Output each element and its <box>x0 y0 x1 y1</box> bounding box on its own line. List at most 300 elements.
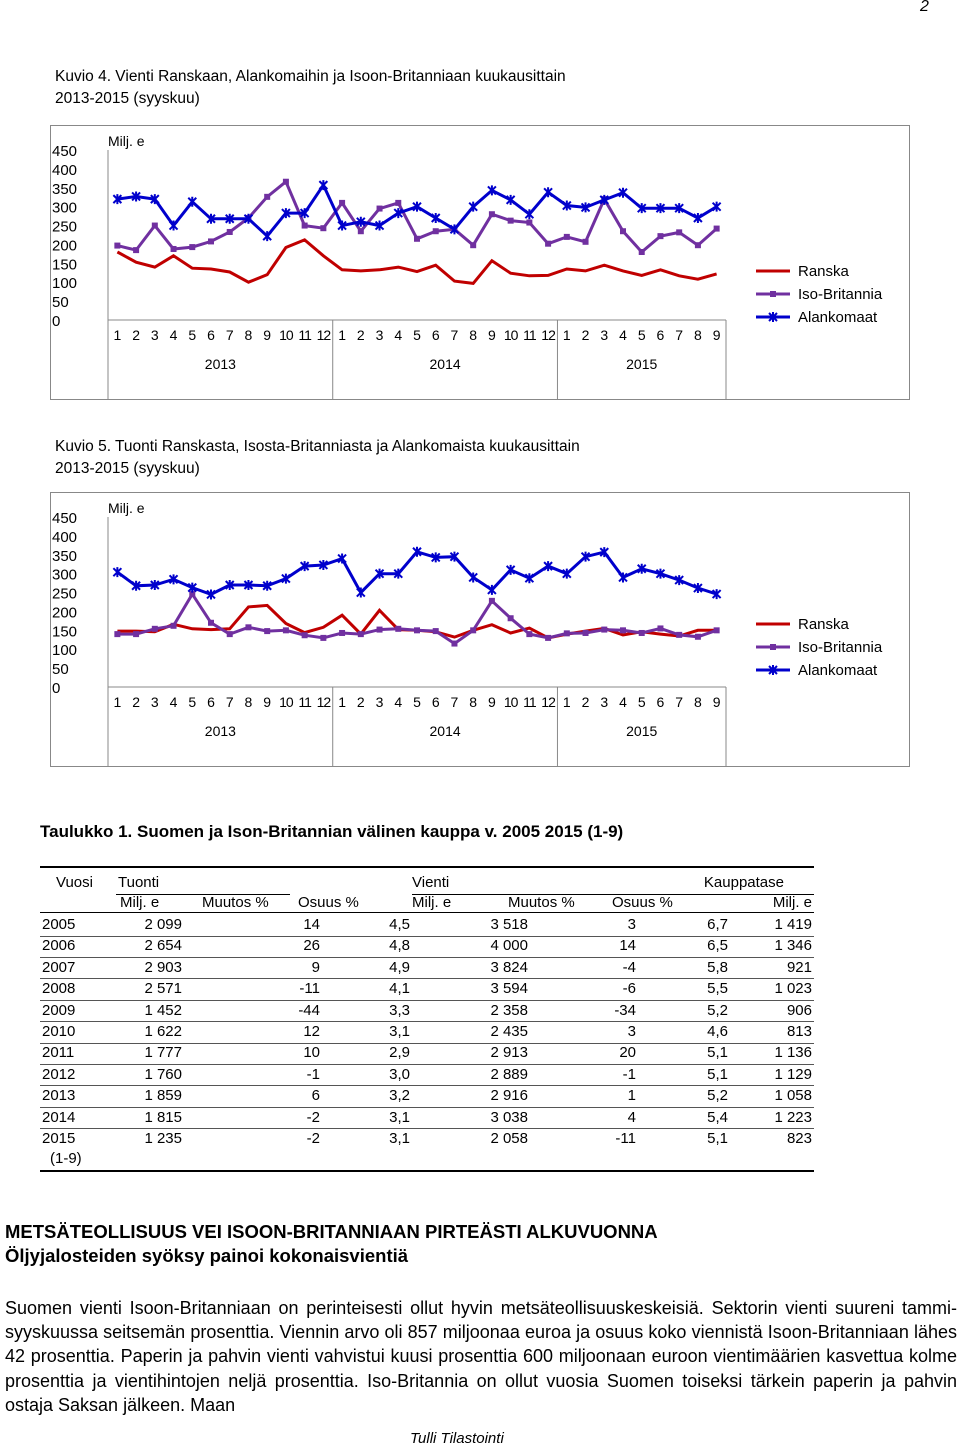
data-point <box>639 249 645 255</box>
data-point <box>188 197 196 207</box>
year-label: 2014 <box>429 356 461 372</box>
x-tick-label: 4 <box>169 694 178 710</box>
x-tick-label: 6 <box>656 694 665 710</box>
data-point <box>695 242 701 248</box>
x-tick-label: 2 <box>356 694 365 710</box>
table-cell-vienti-milj: 3 038 <box>490 1108 528 1126</box>
data-point <box>339 630 345 636</box>
table-cell-vienti-osuus: 5,8 <box>707 958 728 976</box>
data-point <box>508 615 514 621</box>
y-tick-label: 300 <box>52 199 78 217</box>
data-point <box>245 624 251 630</box>
table-cell-tuonti-muutos: 12 <box>303 1023 320 1040</box>
x-tick-label: 3 <box>150 694 159 710</box>
legend-label: Iso-Britannia <box>798 286 883 303</box>
table-cell-year: 2011 <box>42 1044 75 1062</box>
table-cell-vienti-muutos: -1 <box>622 1065 636 1083</box>
table-cell-tuonti-milj: 1 777 <box>144 1044 182 1062</box>
x-tick-label: 9 <box>488 327 496 343</box>
data-point <box>227 631 233 637</box>
x-tick-label: 5 <box>413 327 421 343</box>
table-cell-vienti-milj: 4 000 <box>490 937 528 955</box>
table-cell-tuonti-osuus: 3,2 <box>389 1087 410 1105</box>
data-point <box>469 572 477 582</box>
x-tick-label: 1 <box>338 327 346 343</box>
table-cell-year: 2009 <box>42 1001 76 1019</box>
data-point <box>358 631 364 637</box>
data-point <box>433 228 439 234</box>
table-title: Taulukko 1. Suomen ja Ison-Britannian välinen kauppa v. 2005 2015 (1-9) <box>40 822 624 841</box>
table-cell-tuonti-muutos: 26 <box>303 937 320 955</box>
x-tick-label: 1 <box>113 327 122 343</box>
year-label: 2015 <box>626 723 658 739</box>
table-cell-vienti-milj: 2 435 <box>490 1023 528 1040</box>
x-tick-label: 1 <box>562 327 571 343</box>
data-point <box>639 630 645 636</box>
y-tick-label: 150 <box>52 623 78 641</box>
table-cell-tuonti-osuus: 4,1 <box>389 980 410 998</box>
data-point <box>377 627 383 633</box>
figure5-caption <box>55 436 580 480</box>
data-point <box>208 238 214 244</box>
table-cell-year: 2006 <box>42 937 76 955</box>
y-tick-label: 350 <box>52 180 78 198</box>
x-tick-label: 3 <box>375 327 384 343</box>
y-tick-label: 450 <box>52 143 78 160</box>
x-tick-label: 1 <box>562 694 571 710</box>
x-tick-label: 5 <box>637 327 646 343</box>
x-tick-label: 9 <box>712 694 721 710</box>
article-subheading: Öljyjalosteiden syöksy painoi kokonaisvientiä <box>5 1245 409 1266</box>
table-cell-tuonti-milj: 1 452 <box>144 1001 182 1019</box>
legend-marker <box>770 644 776 650</box>
table-cell-vienti-muutos: 3 <box>627 916 636 933</box>
x-tick-label: 10 <box>279 327 293 343</box>
figure4-line-chart <box>50 125 910 400</box>
data-point <box>564 234 570 240</box>
table-cell-tuonti-muutos: -44 <box>298 1001 320 1019</box>
table-cell-tuonti-osuus: 4,5 <box>389 916 410 933</box>
x-tick-label: 10 <box>503 694 518 710</box>
legend-label: Ranska <box>798 263 849 280</box>
table-cell-tuonti-muutos: -1 <box>306 1065 320 1083</box>
table-cell-tuonti-milj: 1 859 <box>144 1087 182 1105</box>
table-cell-vienti-osuus: 6,7 <box>707 916 728 933</box>
data-point <box>469 202 477 212</box>
x-tick-label: 2 <box>132 694 140 710</box>
table-cell-vienti-muutos: 14 <box>619 937 636 955</box>
x-tick-label: 11 <box>298 327 311 343</box>
table-cell-kauppatase: 1 136 <box>774 1044 812 1062</box>
data-point <box>339 200 345 206</box>
table-cell-year: 2010 <box>42 1023 76 1040</box>
table-cell-kauppatase: 921 <box>786 958 812 976</box>
y-tick-label: 250 <box>52 218 78 236</box>
y-tick-label: 0 <box>52 313 61 330</box>
data-point <box>583 239 589 245</box>
x-tick-label: 1 <box>113 694 122 710</box>
table-rule-bottom <box>40 1170 814 1172</box>
data-point <box>545 635 551 641</box>
table-cell-tuonti-osuus: 4,9 <box>389 958 410 976</box>
table-cell-tuonti-milj: 1 622 <box>144 1023 182 1040</box>
table-cell-tuonti-muutos: 10 <box>303 1044 320 1062</box>
table-cell-vienti-muutos: -11 <box>615 1130 636 1147</box>
table-cell-vienti-muutos: 1 <box>627 1087 636 1105</box>
y-tick-label: 200 <box>52 237 78 255</box>
chart-frame <box>51 126 910 400</box>
page-number: 2 <box>920 0 929 15</box>
x-tick-label: 3 <box>600 694 609 710</box>
trade-table <box>40 862 814 1177</box>
x-tick-label: 10 <box>503 327 518 343</box>
table-cell-tuonti-milj: 1 760 <box>144 1065 182 1083</box>
table-cell-tuonti-milj: 1 235 <box>144 1130 182 1147</box>
x-tick-label: 1 <box>338 694 346 710</box>
table-rule-top <box>40 866 814 868</box>
table-cell-kauppatase: 813 <box>786 1023 812 1040</box>
table-cell-tuonti-milj: 2 654 <box>144 937 182 955</box>
table-cell-year: 2005 <box>42 916 76 933</box>
table-cell-tuonti-muutos: 6 <box>311 1087 320 1105</box>
legend-label: Iso-Britannia <box>798 639 883 656</box>
data-point <box>227 229 233 235</box>
year-label: 2013 <box>204 356 236 372</box>
table-cell-kauppatase: 1 223 <box>774 1108 812 1126</box>
header-tuonti: Tuonti <box>118 874 160 891</box>
data-point <box>319 180 327 190</box>
unit-label: Milj. e <box>108 500 145 516</box>
header-kauppatase: Kauppatase <box>703 874 784 891</box>
data-point <box>395 626 401 632</box>
header-vienti: Vienti <box>412 874 450 891</box>
y-tick-label: 300 <box>52 566 78 584</box>
data-point <box>489 211 495 217</box>
data-point <box>526 220 532 226</box>
table-cell-tuonti-osuus: 2,9 <box>389 1044 410 1062</box>
x-tick-label: 3 <box>600 327 609 343</box>
x-tick-label: 6 <box>207 694 215 710</box>
x-tick-label: 2 <box>581 327 590 343</box>
x-tick-label: 8 <box>244 694 253 710</box>
header-milj-tuonti: Milj. e <box>120 894 160 911</box>
table-cell-kauppatase: 1 023 <box>774 980 812 998</box>
data-point <box>302 223 308 229</box>
x-tick-label: 5 <box>188 327 197 343</box>
table-cell-vienti-milj: 2 889 <box>490 1065 528 1083</box>
header-vuosi: Vuosi <box>56 874 93 891</box>
table-cell-tuonti-osuus: 3,1 <box>389 1023 410 1040</box>
table-cell-tuonti-muutos: 14 <box>303 916 320 933</box>
data-point <box>564 630 570 636</box>
table-cell-year: 2007 <box>42 958 76 976</box>
data-point <box>114 631 120 637</box>
figure4-caption-line1: Kuvio 4. Vienti Ranskaan, Alankomaihin ja Isoon-Britanniaan kuukausittain <box>55 68 566 85</box>
year-label: 2014 <box>429 723 461 739</box>
x-tick-label: 2 <box>132 327 140 343</box>
data-point <box>357 588 365 598</box>
data-point <box>714 226 720 232</box>
table-cell-vienti-muutos: 3 <box>627 1023 636 1040</box>
x-tick-label: 12 <box>316 694 331 710</box>
table-row-rule <box>40 1107 814 1108</box>
table-cell-vienti-muutos: -4 <box>622 958 636 976</box>
data-point <box>283 627 289 633</box>
unit-label: Milj. e <box>108 133 145 149</box>
data-point <box>470 242 476 248</box>
data-point <box>414 627 420 633</box>
table-row-rule <box>40 1085 814 1086</box>
data-point <box>283 179 289 185</box>
data-point <box>320 225 326 231</box>
y-tick-label: 0 <box>52 680 61 697</box>
y-tick-label: 100 <box>52 275 78 293</box>
year-label: 2015 <box>626 356 658 372</box>
data-point <box>264 194 270 200</box>
table-rule-header <box>40 912 814 913</box>
x-tick-label: 7 <box>225 694 234 710</box>
table-cell-tuonti-milj: 2 903 <box>144 958 182 976</box>
table-row-rule <box>40 1064 814 1065</box>
x-tick-label: 8 <box>244 327 253 343</box>
header-osuus-vienti: Osuus % <box>612 894 673 911</box>
header-osuus-tuonti: Osuus % <box>298 894 359 911</box>
figure5-caption-line2: 2013-2015 (syyskuu) <box>55 460 200 477</box>
x-tick-label: 11 <box>298 694 311 710</box>
x-tick-label: 7 <box>675 327 684 343</box>
table-cell-year: 2012 <box>42 1065 76 1083</box>
table-cell-tuonti-osuus: 3,3 <box>389 1001 410 1019</box>
table-cell-kauppatase: 1 129 <box>774 1065 812 1083</box>
figure4-caption <box>55 66 566 110</box>
table-cell-vienti-muutos: 4 <box>627 1108 636 1126</box>
year-label: 2013 <box>204 723 236 739</box>
series-line-ranska <box>117 240 716 284</box>
x-tick-label: 4 <box>169 327 178 343</box>
x-tick-label: 12 <box>316 327 331 343</box>
table-cell-vienti-osuus: 6,5 <box>707 937 728 955</box>
x-tick-label: 8 <box>469 694 478 710</box>
table-cell-tuonti-osuus: 3,0 <box>389 1065 410 1083</box>
data-point <box>489 598 495 604</box>
y-tick-label: 100 <box>52 642 78 660</box>
table-row-rule <box>40 1043 814 1044</box>
data-point <box>171 623 177 629</box>
data-point <box>526 631 532 637</box>
data-point <box>451 641 457 647</box>
data-point <box>676 229 682 235</box>
x-tick-label: 12 <box>541 327 555 343</box>
y-tick-label: 400 <box>52 528 78 546</box>
table-cell-vienti-milj: 3 824 <box>490 958 528 976</box>
table-cell-tuonti-muutos: -2 <box>306 1108 320 1126</box>
legend-label: Alankomaat <box>798 662 878 679</box>
x-tick-label: 8 <box>694 327 702 343</box>
y-tick-label: 200 <box>52 604 78 622</box>
header-milj-vienti: Milj. e <box>412 894 452 911</box>
table-cell-tuonti-muutos: -2 <box>306 1130 320 1147</box>
data-point <box>414 236 420 242</box>
legend-marker <box>770 291 776 297</box>
table-cell-vienti-milj: 2 058 <box>490 1130 528 1147</box>
page-footer: Tulli Tilastointi <box>410 1430 504 1447</box>
table-cell-vienti-muutos: -34 <box>614 1001 636 1019</box>
x-tick-label: 2 <box>356 327 365 343</box>
data-point <box>152 223 158 229</box>
data-point <box>657 625 663 631</box>
data-point <box>583 630 589 636</box>
table-row-rule <box>40 1000 814 1001</box>
data-point <box>601 627 607 633</box>
x-tick-label: 11 <box>523 327 536 343</box>
table-row-rule <box>40 1128 814 1129</box>
article-paragraph: Suomen vienti Isoon-Britanniaan on perinteisesti ollut hyvin metsäteollisuuskeskeisiä. Sektorin vienti suureni tammi-syyskuussa seitsemän prosenttia. Viennin arvo oli 857 miljoonaa euroa ja osuus koko viennistä Isoon-Britanniaan lähes 42 prosenttia. Paperin ja pahvin vienti vahvistui kuusi prosenttia 600 miljoonaan euroon vientimäärien kasvettua kolme prosenttia ja vientihintojen neljä prosenttia. Iso-Britannia on ollut vuosia Suomen toiseksi tärkein paperin ja pahvin ostaja Saksan jälkeen. Maan <box>5 1298 957 1415</box>
x-tick-label: 4 <box>394 327 403 343</box>
x-tick-label: 6 <box>431 327 440 343</box>
data-point <box>525 209 533 219</box>
table-cell-vienti-osuus: 5,1 <box>707 1044 728 1062</box>
x-tick-label: 4 <box>619 327 627 343</box>
table-row-rule <box>40 936 814 937</box>
data-point <box>676 632 682 638</box>
x-tick-label: 5 <box>637 694 646 710</box>
data-point <box>170 221 178 231</box>
article-heading: METSÄTEOLLISUUS VEI ISOON-BRITANNIAAN PIRTEÄSTI ALKUVUONNA <box>5 1221 658 1242</box>
data-point <box>545 241 551 247</box>
table-cell-year: 2013 <box>42 1087 76 1105</box>
data-point <box>395 200 401 206</box>
data-point <box>544 187 552 197</box>
data-point <box>171 246 177 252</box>
data-point <box>488 585 496 595</box>
table-cell-year-note: (1-9) <box>50 1150 82 1167</box>
y-tick-label: 350 <box>52 547 78 565</box>
x-tick-label: 7 <box>450 694 459 710</box>
series-line-iso-britannia <box>117 594 716 644</box>
table-cell-kauppatase: 823 <box>786 1130 812 1147</box>
table-cell-tuonti-milj: 2 099 <box>144 916 182 933</box>
header-muutos-vienti: Muutos % <box>508 894 575 911</box>
x-tick-label: 2 <box>581 694 590 710</box>
table-cell-vienti-milj: 2 916 <box>490 1087 528 1105</box>
x-tick-label: 4 <box>394 694 403 710</box>
data-point <box>113 567 121 577</box>
x-tick-label: 7 <box>450 327 459 343</box>
data-point <box>114 243 120 249</box>
table-cell-vienti-milj: 3 518 <box>490 916 528 933</box>
table-cell-vienti-milj: 2 913 <box>490 1044 528 1062</box>
x-tick-label: 9 <box>712 327 721 343</box>
data-point <box>133 631 139 637</box>
table-cell-year: 2008 <box>42 980 76 998</box>
x-tick-label: 8 <box>694 694 702 710</box>
figure5-line-chart <box>50 492 910 767</box>
table-cell-tuonti-milj: 2 571 <box>144 980 182 998</box>
table-cell-vienti-osuus: 4,6 <box>707 1023 728 1040</box>
y-tick-label: 50 <box>52 661 69 679</box>
x-tick-label: 5 <box>188 694 197 710</box>
legend-label: Alankomaat <box>798 309 878 326</box>
table-cell-vienti-milj: 2 358 <box>490 1001 528 1019</box>
table-cell-kauppatase: 1 058 <box>774 1087 812 1105</box>
data-point <box>714 627 720 633</box>
y-tick-label: 250 <box>52 585 78 603</box>
table-cell-vienti-osuus: 5,1 <box>707 1065 728 1083</box>
data-point <box>358 228 364 234</box>
x-tick-label: 3 <box>150 327 159 343</box>
x-tick-label: 8 <box>469 327 478 343</box>
figure4-caption-line2: 2013-2015 (syyskuu) <box>55 90 200 107</box>
data-point <box>508 218 514 224</box>
data-point <box>133 247 139 253</box>
table-cell-kauppatase: 1 346 <box>774 937 812 955</box>
table-cell-kauppatase: 906 <box>786 1001 812 1019</box>
data-point <box>657 233 663 239</box>
figure5-caption-line1: Kuvio 5. Tuonti Ranskasta, Isosta-Britanniasta ja Alankomaista kuukausittain <box>55 438 580 455</box>
table-cell-tuonti-milj: 1 815 <box>144 1108 182 1126</box>
data-point <box>189 244 195 250</box>
table-cell-tuonti-osuus: 3,1 <box>389 1108 410 1126</box>
data-point <box>320 635 326 641</box>
x-tick-label: 7 <box>675 694 684 710</box>
y-tick-label: 400 <box>52 161 78 179</box>
table-cell-year: 2015 <box>42 1130 76 1147</box>
x-tick-label: 6 <box>207 327 215 343</box>
table-row-rule <box>40 957 814 958</box>
data-point <box>620 627 626 633</box>
data-point <box>695 634 701 640</box>
table-cell-tuonti-muutos: -11 <box>299 980 320 998</box>
data-point <box>470 627 476 633</box>
table-cell-vienti-osuus: 5,1 <box>707 1130 728 1147</box>
x-tick-label: 4 <box>619 694 627 710</box>
table-cell-tuonti-osuus: 4,8 <box>389 937 410 955</box>
data-point <box>152 626 158 632</box>
series-line-alankomaat <box>117 552 716 595</box>
data-point <box>208 620 214 626</box>
x-tick-label: 7 <box>225 327 234 343</box>
table-cell-vienti-osuus: 5,5 <box>707 980 728 998</box>
x-tick-label: 9 <box>488 694 496 710</box>
x-tick-label: 9 <box>263 694 272 710</box>
x-tick-label: 12 <box>541 694 555 710</box>
table-cell-kauppatase: 1 419 <box>774 916 812 933</box>
y-tick-label: 450 <box>52 510 78 527</box>
x-tick-label: 6 <box>656 327 665 343</box>
x-tick-label: 9 <box>263 327 272 343</box>
x-tick-label: 11 <box>523 694 536 710</box>
data-point <box>433 628 439 634</box>
table-cell-tuonti-muutos: 9 <box>311 958 320 976</box>
table-cell-vienti-muutos: -6 <box>622 980 636 998</box>
table-cell-vienti-muutos: 20 <box>619 1044 636 1062</box>
header-milj-kauppatase: Milj. e <box>772 894 812 911</box>
table-cell-tuonti-osuus: 3,1 <box>389 1130 410 1147</box>
data-point <box>263 231 271 241</box>
x-tick-label: 10 <box>279 694 293 710</box>
table-row-rule <box>40 978 814 979</box>
x-tick-label: 6 <box>431 694 440 710</box>
header-muutos-tuonti: Muutos % <box>202 894 269 911</box>
table-cell-year: 2014 <box>42 1108 76 1126</box>
y-tick-label: 50 <box>52 294 69 312</box>
table-cell-vienti-milj: 3 594 <box>490 980 528 998</box>
data-point <box>302 632 308 638</box>
x-tick-label: 3 <box>375 694 384 710</box>
legend-label: Ranska <box>798 616 849 633</box>
table-row-rule <box>40 1021 814 1022</box>
x-tick-label: 5 <box>413 694 421 710</box>
